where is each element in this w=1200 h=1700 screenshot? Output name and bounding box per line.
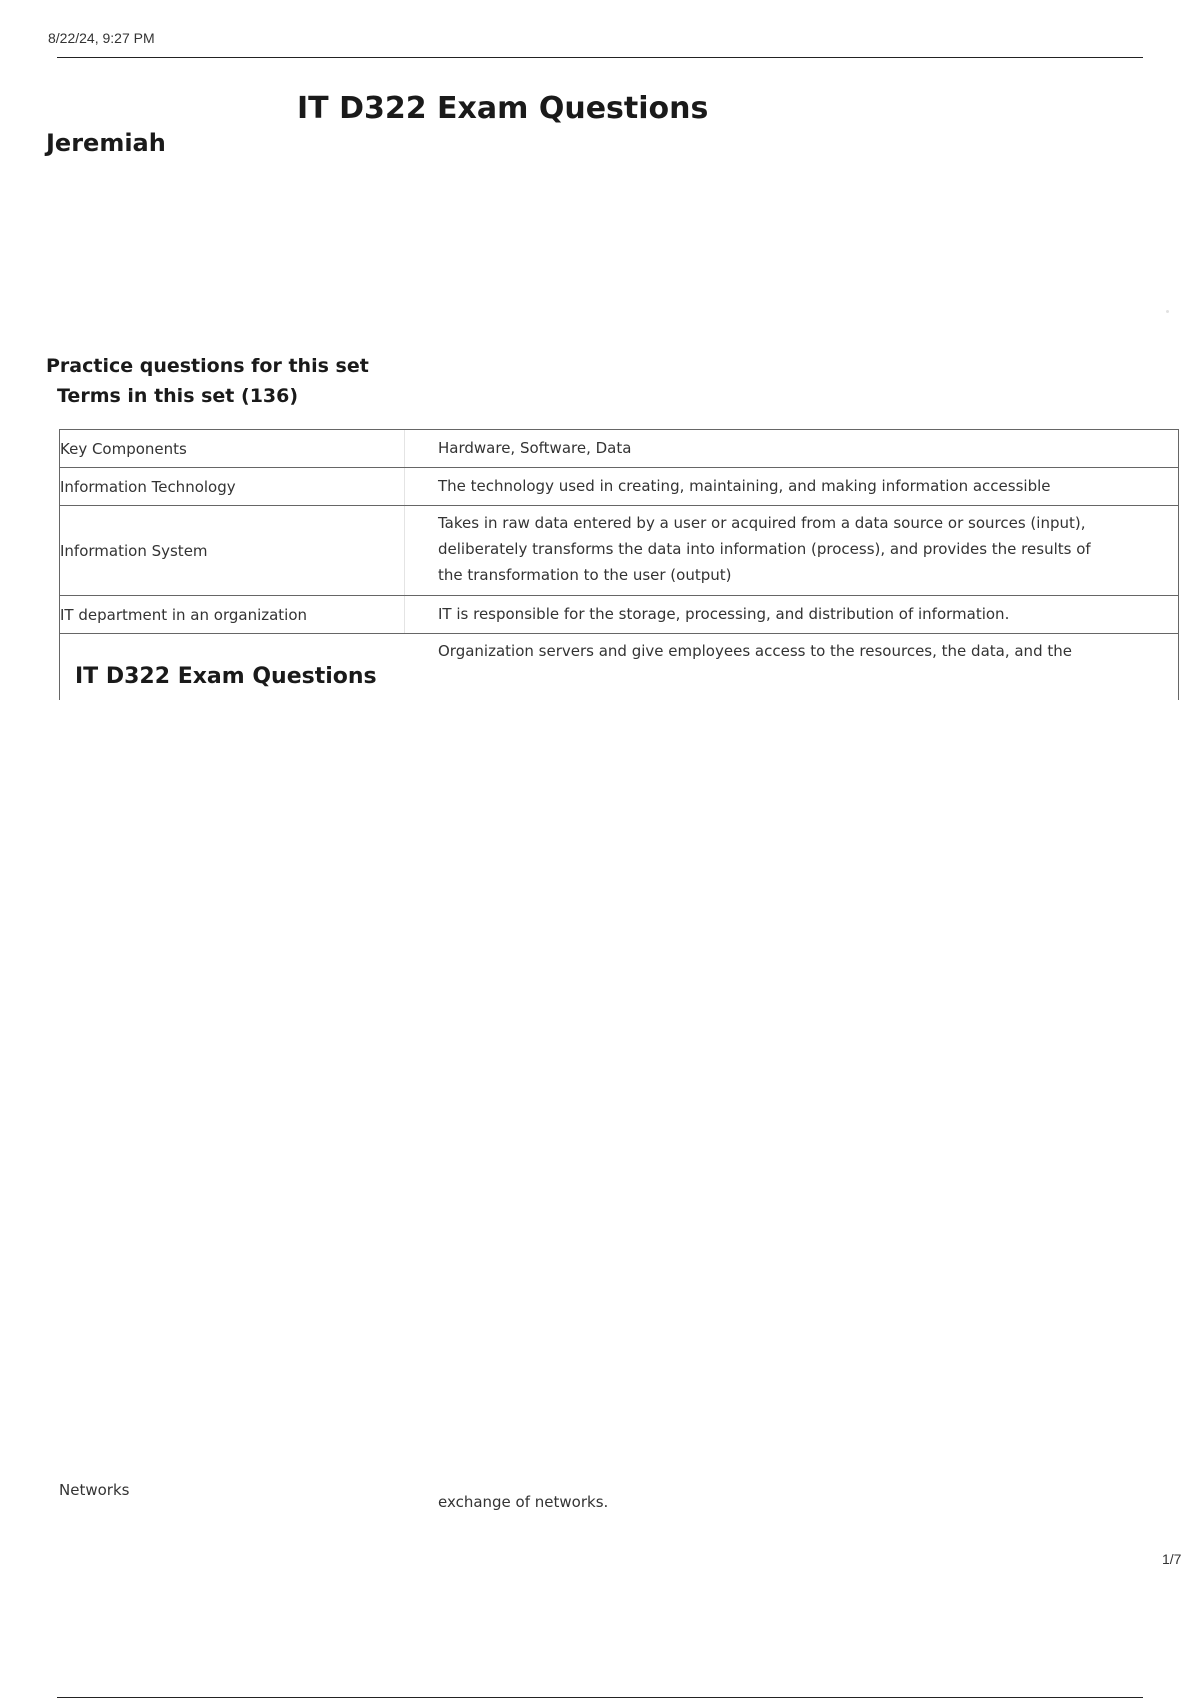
definition-line: the transformation to the user (output) <box>438 566 732 584</box>
definition-line-continued: exchange of networks. <box>438 1493 609 1511</box>
definition-cell <box>438 638 1138 664</box>
definition-cell <box>438 601 1138 627</box>
table-row <box>60 634 1178 700</box>
footer-divider <box>57 1697 1143 1698</box>
definition-line: Organization servers and give employees access to the resources, the data, and the <box>438 642 1072 660</box>
definition-line: The technology used in creating, maintaining, and making information accessible <box>438 477 1051 495</box>
definition-line: deliberately transforms the data into information (process), and provides the results of <box>438 540 1091 558</box>
page-number: 1/7 <box>1162 1551 1182 1567</box>
author-name: Jeremiah <box>46 129 166 157</box>
terms-table <box>59 429 1179 700</box>
definition-line: Takes in raw data entered by a user or acquired from a data source or sources (input), <box>438 514 1086 532</box>
scan-speck <box>1166 310 1169 313</box>
header-divider <box>57 57 1143 58</box>
term-cell: Key Components <box>60 430 405 467</box>
definition-line: IT is responsible for the storage, processing, and distribution of information. <box>438 605 1010 623</box>
term-cell: Information Technology <box>60 468 405 505</box>
document-title: IT D322 Exam Questions <box>297 91 709 126</box>
term-cell: Information System <box>60 506 405 595</box>
definition-cell <box>438 435 1138 461</box>
definition-cell <box>438 510 1138 588</box>
term-cell-networks: Networks <box>59 1481 130 1499</box>
definition-line: Hardware, Software, Data <box>438 439 632 457</box>
table-row <box>60 596 1178 634</box>
table-row <box>60 430 1178 468</box>
terms-count-heading: Terms in this set (136) <box>57 385 299 407</box>
continuation-title: IT D322 Exam Questions <box>75 664 377 689</box>
definition-cell <box>438 473 1138 499</box>
table-row <box>60 506 1178 596</box>
table-row <box>60 468 1178 506</box>
print-datetime: 8/22/24, 9:27 PM <box>48 30 155 46</box>
term-cell: IT department in an organization <box>60 596 405 633</box>
practice-questions-heading: Practice questions for this set <box>46 355 369 377</box>
